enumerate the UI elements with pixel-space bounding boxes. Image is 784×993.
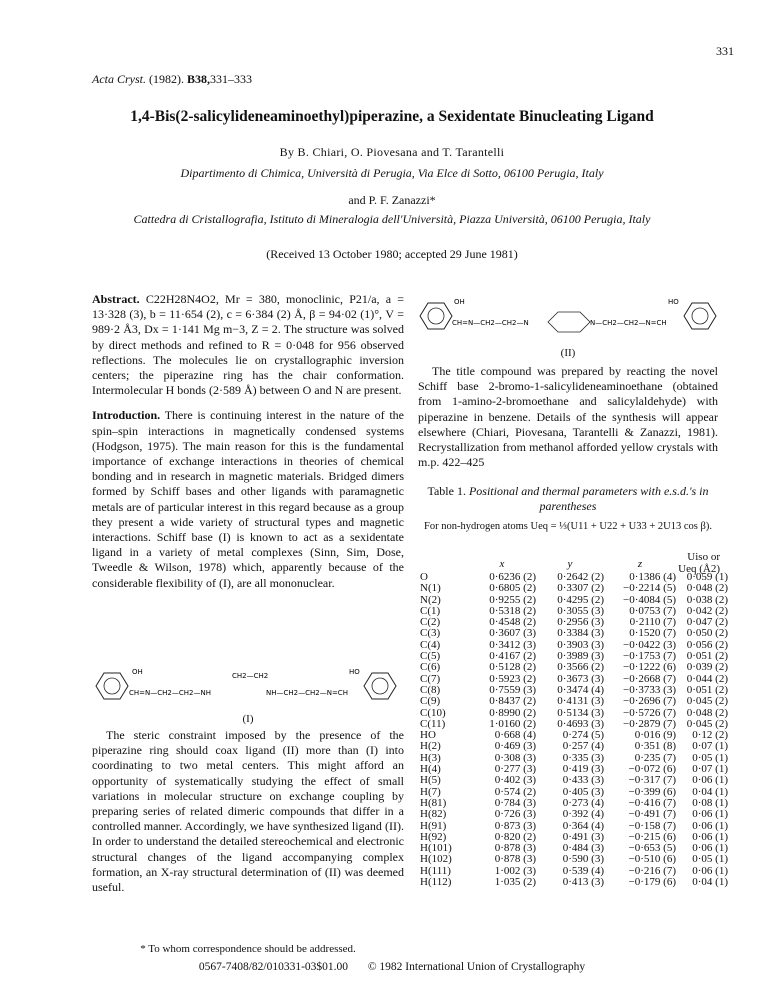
table-caption-text: Positional and thermal parameters with e.s.d.'s in parentheses: [468, 484, 709, 513]
authors: By B. Chiari, O. Piovesana and T. Tarantelli: [279, 145, 505, 159]
atom-label-cell: C(2): [420, 616, 441, 629]
value-cell: −0·216 (7): [628, 864, 676, 877]
benzene-ring-right: [364, 673, 396, 699]
value-cell: 0·784 (3): [494, 796, 536, 809]
chain-left: CH=N—CH2—CH2—N: [452, 319, 529, 327]
value-cell: −0·510 (6): [628, 853, 676, 866]
value-cell: 1·002 (3): [494, 864, 536, 877]
value-cell: 0·051 (2): [686, 650, 728, 663]
page-number: 331: [716, 44, 734, 58]
value-cell: 0·878 (3): [494, 842, 536, 855]
value-cell: 0·8437 (2): [489, 695, 536, 708]
journal-name: Acta Cryst.: [92, 72, 146, 86]
value-cell: 0·4548 (2): [489, 616, 536, 629]
value-cell: 0·3607 (3): [489, 627, 536, 640]
value-cell: −0·4084 (5): [623, 593, 676, 606]
value-cell: 0·2642 (2): [557, 571, 604, 583]
author-additional: and P. F. Zanazzi*: [348, 193, 436, 207]
publisher-code: 0567-7408/82/010331-03$01.00: [198, 961, 349, 973]
table-row: [420, 583, 728, 594]
atom-label-cell: HO: [420, 729, 436, 742]
value-cell: −0·2668 (7): [623, 672, 676, 685]
atom-label-cell: C(7): [420, 672, 441, 685]
value-cell: 0·5128 (2): [489, 661, 536, 674]
col-header-u: [676, 558, 728, 572]
value-cell: 0·5318 (2): [489, 604, 536, 617]
value-cell: 0·04 (1): [692, 876, 728, 889]
value-cell: 0·469 (3): [494, 740, 536, 753]
value-cell: −0·1222 (6): [623, 661, 676, 674]
benzene-ring-left: [420, 303, 452, 329]
col-header-y: y: [567, 558, 573, 571]
benzene-ring-left: [96, 673, 128, 699]
value-cell: 0·491 (3): [562, 830, 604, 843]
abstract-text: C22H28N4O2, Mr = 380, monoclinic, P21/a, a = 13·328 (3), b = 11·654 (2), c = 6·384 (2) Å, β = 94·02 (1)°, V = 989·2 Å3, Dx = 1·141 Mg m−3, Z = 2. The structure was solved by direct methods and refined to R = 0·048 for 956 observed reflections. The molecules lie on crystallographic inversion centers; the piperazine ring has the chair conformation. Intermolecular H bonds (2·589 Å) between O and N are present.: [92, 292, 404, 398]
value-cell: 0·045 (2): [686, 717, 728, 730]
value-cell: 0·2956 (3): [557, 616, 604, 629]
value-cell: 0·05 (1): [692, 853, 728, 866]
atom-label-cell: H(92): [420, 830, 447, 843]
value-cell: 0·574 (2): [494, 785, 536, 798]
value-cell: 0·051 (2): [686, 683, 728, 696]
value-cell: 0·039 (2): [686, 661, 728, 674]
value-cell: 0·392 (4): [562, 808, 604, 821]
value-cell: 0·257 (4): [562, 740, 604, 753]
value-cell: 0·06 (1): [692, 830, 728, 843]
value-cell: −0·2879 (7): [623, 717, 676, 730]
chain-right: NH—CH2—CH2—N=CH: [266, 689, 348, 697]
table-body: [420, 572, 728, 888]
value-cell: 1·035 (2): [494, 876, 536, 889]
abstract-label: Abstract.: [92, 292, 140, 306]
atom-label-cell: C(11): [420, 717, 446, 730]
value-cell: 0·3307 (2): [557, 582, 604, 595]
atom-label-cell: H(82): [420, 808, 447, 821]
structure-I-label: (I): [242, 713, 254, 725]
value-cell: 0·484 (3): [562, 842, 604, 855]
value-cell: 0·056 (2): [686, 638, 728, 651]
positional-parameters-table: [420, 558, 728, 888]
value-cell: 0·419 (3): [562, 763, 604, 776]
ho-label-right: HO: [668, 298, 679, 306]
u-header-line2: Ueq (Å2): [678, 563, 720, 575]
col-header-z: z: [637, 558, 643, 571]
atom-label-cell: C(8): [420, 683, 441, 696]
received-dates: (Received 13 October 1980; accepted 29 June 1981): [266, 247, 518, 261]
affiliation-2: Cattedra di Cristallografia, Istituto di Mineralogia dell'Università, Piazza Università, 06100 Perugia, Italy: [133, 212, 651, 226]
value-cell: 0·405 (3): [562, 785, 604, 798]
value-cell: 0·048 (2): [686, 706, 728, 719]
footnote: * To whom correspondence should be addressed.: [140, 943, 356, 955]
table-row: [420, 809, 728, 820]
value-cell: 1·0160 (2): [489, 717, 536, 730]
chain-right: N—CH2—CH2—N=CH: [590, 319, 667, 327]
left-column: [92, 292, 404, 591]
value-cell: 0·873 (3): [494, 819, 536, 832]
value-cell: 0·7559 (3): [489, 683, 536, 696]
value-cell: 0·016 (9): [634, 729, 676, 742]
left-column-continued: [92, 728, 404, 895]
value-cell: 0·04 (1): [692, 785, 728, 798]
value-cell: 0·047 (2): [686, 616, 728, 629]
value-cell: 0·05 (1): [692, 751, 728, 764]
oh-label-left: OH: [132, 668, 143, 676]
value-cell: 0·433 (3): [562, 774, 604, 787]
atom-label-cell: H(5): [420, 774, 441, 787]
value-cell: 0·5923 (2): [489, 672, 536, 685]
atom-label-cell: H(4): [420, 763, 441, 776]
affiliation-1: Dipartimento di Chimica, Università di Perugia, Via Elce di Sotto, 06100 Perugia, Italy: [180, 166, 604, 180]
steric-paragraph: The steric constraint imposed by the presence of the piperazine ring should coax ligand (II) more than (I) into coordinating to two metal centers. This might afford an opportunity of systematically studying the effect of small variations in molecular structure on exchange coupling by preparing series of related dimeric compounds that differ in a controlled manner. Accordingly, we have synthesized ligand (II). In order to understand the detailed stereochemical and electronic structural changes of the ligand accompanying complex formation, an X-ray structural determination of (II) was deemed useful.: [92, 728, 404, 895]
value-cell: 0·274 (5): [562, 729, 604, 742]
atom-label-cell: H(91): [420, 819, 447, 832]
value-cell: 0·277 (3): [494, 763, 536, 776]
introduction-label: Introduction.: [92, 408, 161, 423]
benzene-ring-right: [684, 303, 716, 329]
value-cell: −0·416 (7): [628, 796, 676, 809]
value-cell: 0·042 (2): [686, 604, 728, 617]
atom-label-cell: O: [420, 571, 428, 583]
paper-title: 1,4-Bis(2-salicylideneaminoethyl)piperazine, a Sexidentate Binucleating Ligand: [130, 108, 654, 125]
value-cell: 0·335 (3): [562, 751, 604, 764]
value-cell: 0·3055 (3): [557, 604, 604, 617]
atom-label-cell: H(3): [420, 751, 441, 764]
value-cell: 0·402 (3): [494, 774, 536, 787]
journal-year: (1982).: [149, 72, 184, 86]
value-cell: 0·5134 (3): [557, 706, 604, 719]
value-cell: −0·158 (7): [628, 819, 676, 832]
atom-label-cell: C(5): [420, 650, 441, 663]
value-cell: 0·590 (3): [562, 853, 604, 866]
table-row: [420, 775, 728, 786]
value-cell: 0·3566 (2): [557, 661, 604, 674]
value-cell: 0·878 (3): [494, 853, 536, 866]
copyright: © 1982 International Union of Crystallography: [367, 961, 586, 973]
value-cell: 0·3989 (3): [557, 650, 604, 663]
value-cell: −0·179 (6): [628, 876, 676, 889]
value-cell: 0·08 (1): [692, 796, 728, 809]
value-cell: 0·050 (2): [686, 627, 728, 640]
value-cell: 0·273 (4): [562, 796, 604, 809]
journal-reference: [92, 72, 252, 87]
ho-label-right: HO: [349, 668, 360, 676]
value-cell: 0·6236 (2): [489, 571, 536, 583]
value-cell: 0·045 (2): [686, 695, 728, 708]
value-cell: 0·8990 (2): [489, 706, 536, 719]
table-note: For non-hydrogen atoms Ueq = ⅓(U11 + U22 + U33 + 2U13 cos β).: [424, 521, 712, 532]
atom-label-cell: C(6): [420, 661, 441, 674]
value-cell: 0·1386 (4): [629, 571, 676, 583]
value-cell: 0·6805 (2): [489, 582, 536, 595]
table-header-row: [420, 558, 728, 572]
value-cell: 0·3903 (3): [557, 638, 604, 651]
table-row: [420, 662, 728, 673]
atom-label-cell: H(2): [420, 740, 441, 753]
atom-label-cell: H(101): [420, 842, 452, 855]
atom-label-cell: H(112): [420, 876, 452, 889]
u-header-line1: Uiso or: [687, 551, 720, 563]
value-cell: 0·1520 (7): [629, 627, 676, 640]
value-cell: −0·2696 (7): [623, 695, 676, 708]
atom-label-cell: H(7): [420, 785, 441, 798]
value-cell: −0·653 (5): [628, 842, 676, 855]
value-cell: 0·06 (1): [692, 819, 728, 832]
value-cell: 0·06 (1): [692, 774, 728, 787]
table-caption-label: Table 1.: [427, 484, 466, 498]
value-cell: −0·072 (6): [628, 763, 676, 776]
structure-II-label: (II): [560, 347, 576, 359]
atom-label-cell: C(3): [420, 627, 441, 640]
value-cell: 0·2110 (7): [629, 616, 676, 629]
piperazine-ring: [548, 312, 590, 332]
value-cell: −0·0422 (3): [623, 638, 676, 651]
value-cell: −0·317 (7): [628, 774, 676, 787]
right-column: [418, 364, 718, 470]
table-caption: [418, 484, 718, 514]
col-header-x: x: [499, 558, 505, 571]
value-cell: 0·4693 (3): [557, 717, 604, 730]
atom-label-cell: N(2): [420, 593, 441, 606]
value-cell: 0·539 (4): [562, 864, 604, 877]
value-cell: 0·06 (1): [692, 864, 728, 877]
value-cell: 0·726 (3): [494, 808, 536, 821]
value-cell: 0·12 (2): [692, 729, 728, 742]
value-cell: 0·3474 (4): [557, 683, 604, 696]
value-cell: 0·820 (2): [494, 830, 536, 843]
oh-label-left: OH: [454, 298, 465, 306]
value-cell: 0·06 (1): [692, 842, 728, 855]
value-cell: −0·2214 (5): [623, 582, 676, 595]
value-cell: 0·07 (1): [692, 763, 728, 776]
atom-label-cell: H(102): [420, 853, 452, 866]
atom-label-cell: C(1): [420, 604, 441, 617]
introduction-text: There is continuing interest in the nature of the spin–spin interactions in magnetically condensed systems (Hodgson, 1975). The main reason for this is the fundamental importance of exchange interactions in theories of chemical bonding and in research in magnetic materials. Bridged dimers formed by Schiff bases and other ligands with paramagnetic metals are of particular interest in this regard because as a group they present a wide variety of structural types and magnetic interactions. Schiff base (I) is known to act as a sexidentate ligand in a variety of metal complexes (Sinn, Sim, Dose, Tweedle & Wilson, 1978) which, apparently because of the considerable flexibility of (I), are all mononuclear.: [92, 408, 404, 590]
journal-pages: 331–333: [210, 72, 253, 86]
value-cell: 0·364 (4): [562, 819, 604, 832]
table-row: [420, 877, 728, 888]
value-cell: 0·06 (1): [692, 808, 728, 821]
atom-label-cell: C(4): [420, 638, 441, 651]
structure-I-diagram: [92, 662, 404, 712]
value-cell: 0·038 (2): [686, 593, 728, 606]
chain-left: CH=N—CH2—CH2—NH: [129, 689, 211, 697]
journal-volume: B38,: [187, 72, 211, 86]
value-cell: 0·3412 (3): [489, 638, 536, 651]
atom-label-cell: H(111): [420, 864, 451, 877]
value-cell: 0·4167 (2): [489, 650, 536, 663]
value-cell: −0·3733 (3): [623, 683, 676, 696]
table-row: [420, 696, 728, 707]
value-cell: −0·399 (6): [628, 785, 676, 798]
value-cell: 0·4295 (2): [557, 593, 604, 606]
atom-label-cell: H(81): [420, 796, 447, 809]
structure-II-diagram: [418, 292, 718, 344]
value-cell: 0·351 (8): [634, 740, 676, 753]
value-cell: 0·9255 (2): [489, 593, 536, 606]
preparation-paragraph: The title compound was prepared by reacting the novel Schiff base 2-bromo-1-salicylideneaminoethane (obtained from 1-amino-2-bromoethane and salicylaldehyde) with piperazine in benzene. Details of the synthesis will appear elsewhere (Chiari, Piovesana, Tarantelli & Zanazzi, 1981). Recrystallization from methanol afforded yellow crystals with m.p. 422–425: [418, 364, 718, 470]
value-cell: 0·308 (3): [494, 751, 536, 764]
abstract: [92, 292, 404, 398]
introduction: [92, 408, 404, 590]
atom-label-cell: C(9): [420, 695, 441, 708]
value-cell: 0·413 (3): [562, 876, 604, 889]
value-cell: 0·048 (2): [686, 582, 728, 595]
value-cell: 0·3673 (3): [557, 672, 604, 685]
value-cell: 0·3384 (3): [557, 627, 604, 640]
bottom-line: [0, 961, 784, 973]
value-cell: 0·044 (2): [686, 672, 728, 685]
value-cell: −0·215 (6): [628, 830, 676, 843]
value-cell: 0·059 (1): [686, 571, 728, 583]
col-header-atom: [420, 558, 468, 572]
value-cell: 0·668 (4): [494, 729, 536, 742]
value-cell: 0·07 (1): [692, 740, 728, 753]
value-cell: 0·235 (7): [634, 751, 676, 764]
value-cell: 0·4131 (3): [557, 695, 604, 708]
atom-label-cell: C(10): [420, 706, 446, 719]
value-cell: −0·491 (7): [628, 808, 676, 821]
value-cell: 0·0753 (7): [629, 604, 676, 617]
value-cell: −0·5726 (7): [623, 706, 676, 719]
ring-chain: CH2—CH2: [232, 672, 269, 680]
atom-label-cell: N(1): [420, 582, 441, 595]
value-cell: −0·1753 (7): [623, 650, 676, 663]
